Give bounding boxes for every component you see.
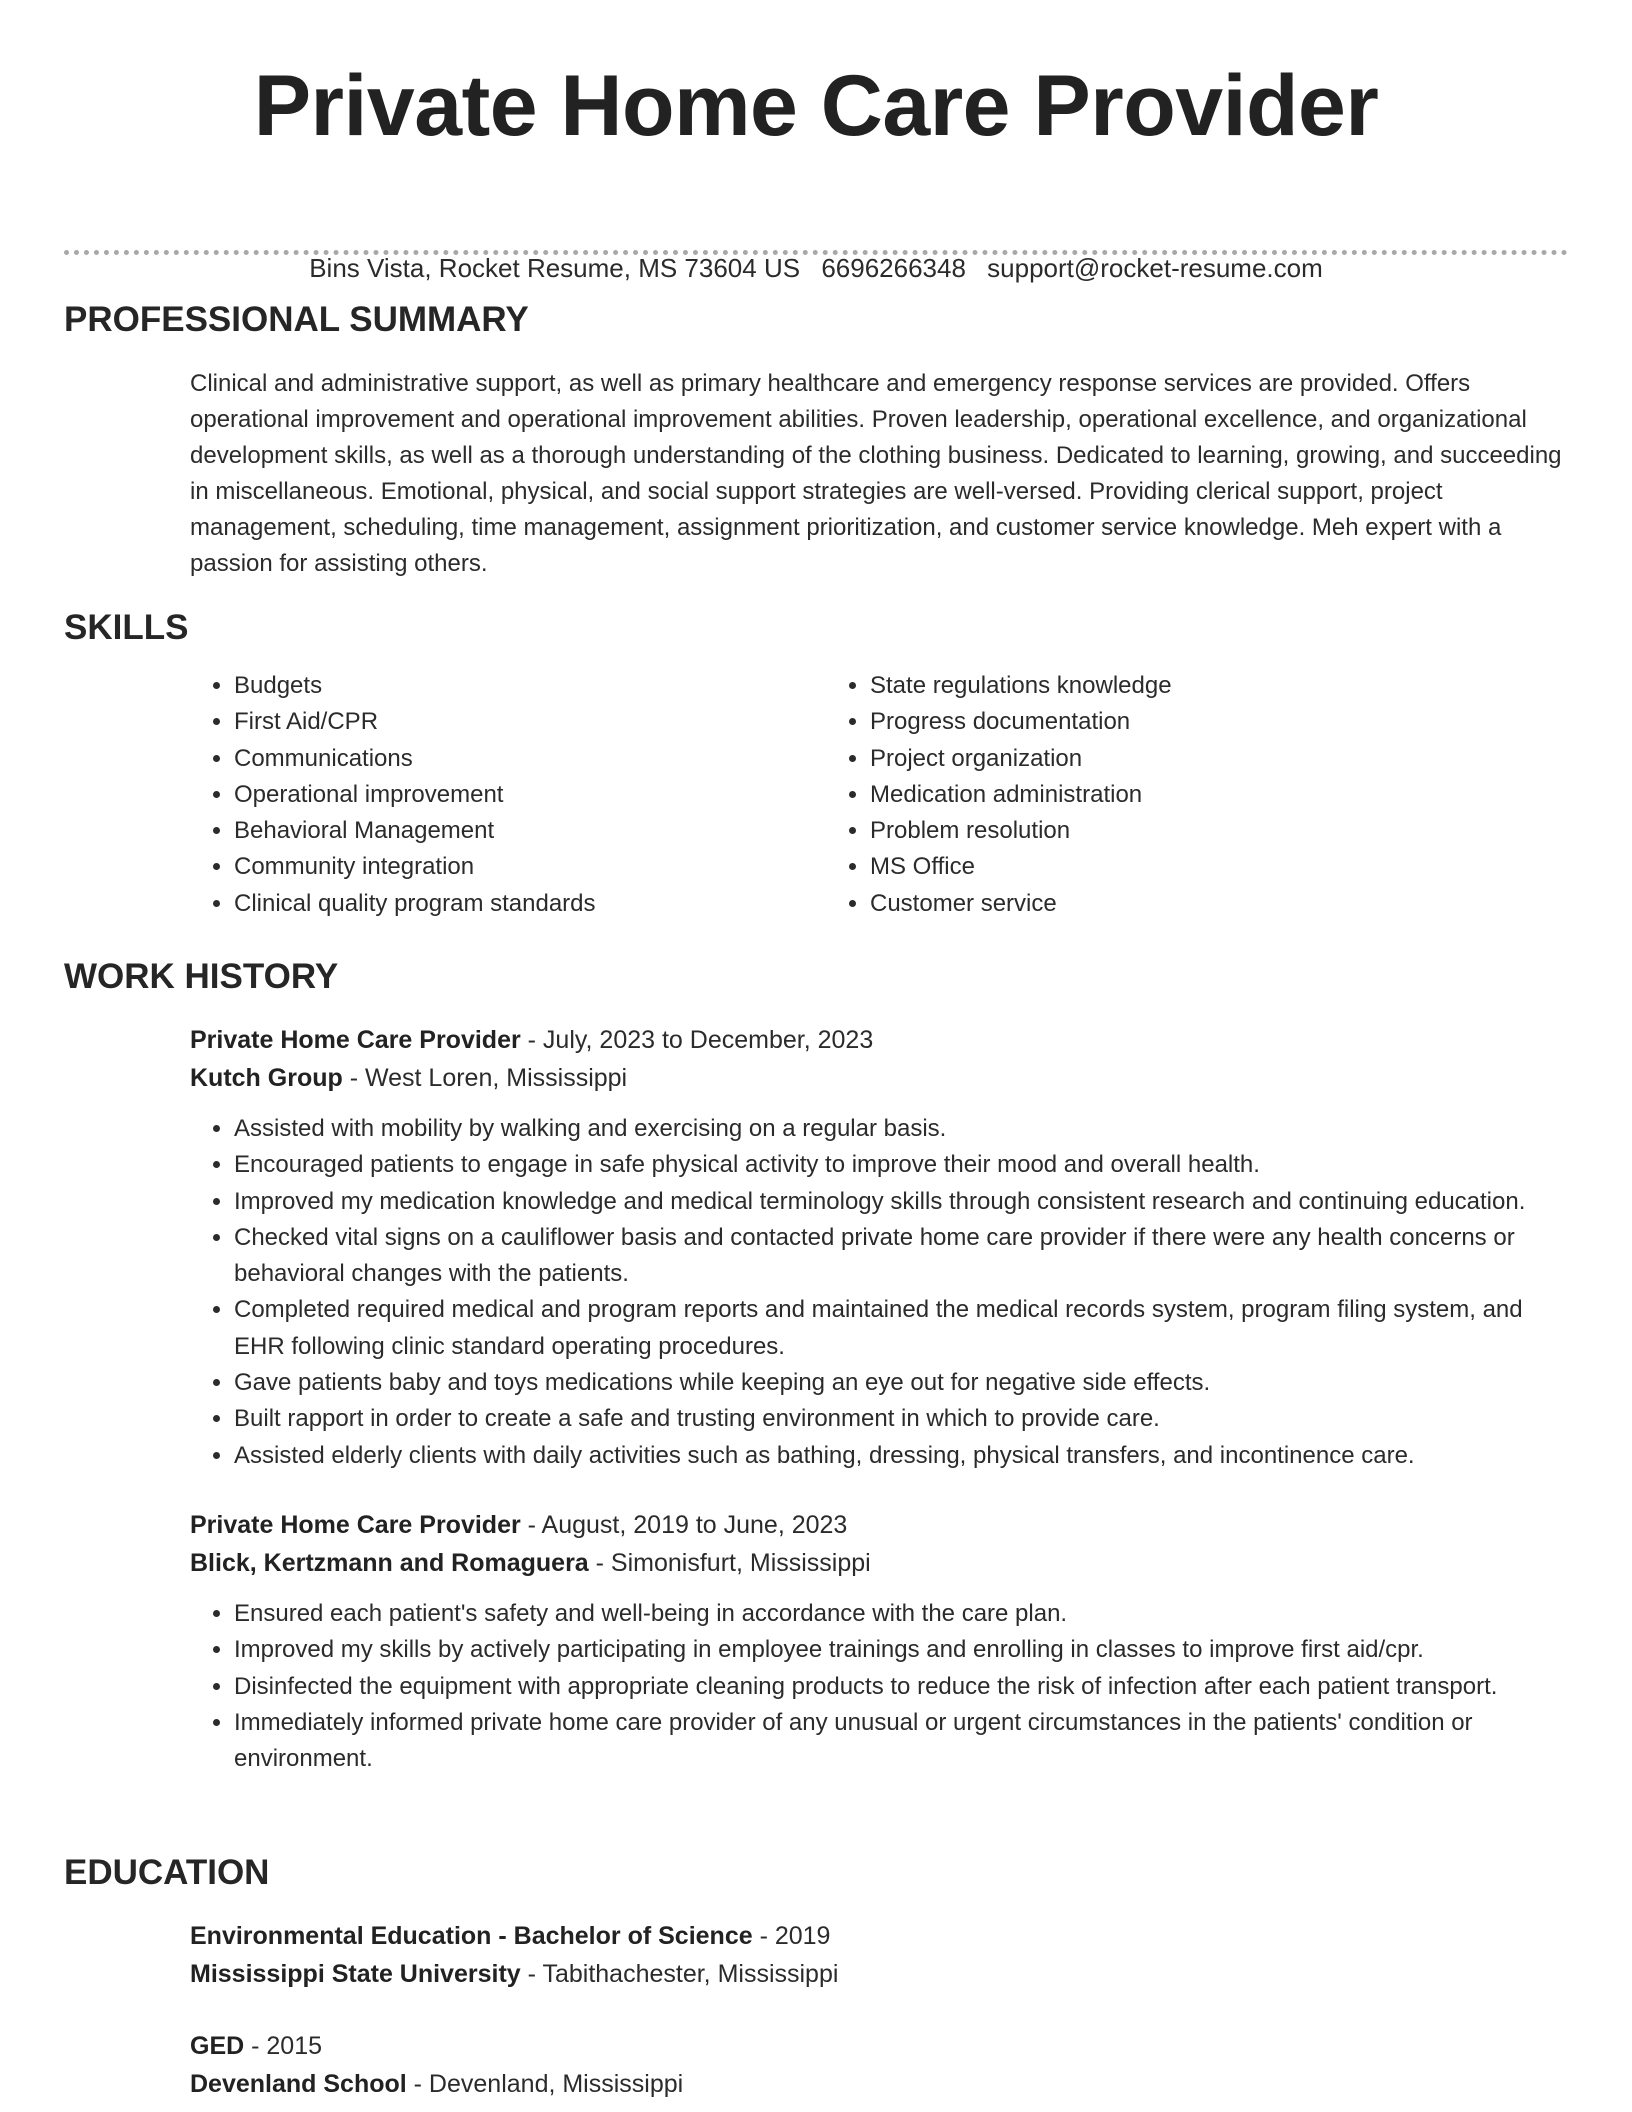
- job-dates: - August, 2019 to June, 2023: [520, 1510, 848, 1539]
- skill-item: • MS Office: [870, 849, 1172, 885]
- skill-item: • Behavioral Management: [234, 813, 826, 849]
- education-entry: [64, 2027, 1568, 2103]
- skills-list-left: [190, 668, 826, 922]
- education-school-line: [190, 2065, 1568, 2103]
- education-degree: GED: [190, 2032, 245, 2060]
- job-bullet: • Gave patients baby and toys medications while keeping an eye out for negative side effects.: [234, 1365, 1568, 1401]
- skill-item: • Clinical quality program standards: [234, 886, 826, 922]
- education-year: - 2015: [244, 2032, 323, 2060]
- contact-email: support@rocket-resume.com: [987, 253, 1323, 283]
- contact-address: Bins Vista, Rocket Resume, MS 73604 US: [309, 253, 801, 283]
- job-role: Private Home Care Provider: [190, 1026, 521, 1054]
- skills-grid: [190, 668, 1568, 922]
- job-company-line: [190, 1059, 1568, 1097]
- education-year: - 2019: [752, 1922, 831, 1950]
- contact-phone: 6696266348: [821, 253, 966, 283]
- skill-item: • Project organization: [870, 741, 1172, 777]
- job-entry: [64, 1506, 1568, 1777]
- skill-item: • Communications: [234, 741, 826, 777]
- education-degree-line: [190, 1917, 1568, 1955]
- resume-name: Private Home Care Provider: [253, 58, 1379, 154]
- job-bullet: • Checked vital signs on a cauliflower basis and contacted private home care provider if there were any health concerns or behavioral changes with the patients.: [234, 1220, 1568, 1293]
- education-degree-line: [190, 2027, 1568, 2065]
- contact-line: [0, 250, 1632, 286]
- skill-item: • Progress documentation: [870, 704, 1172, 740]
- skill-item: • Operational improvement: [234, 777, 826, 813]
- job-bullet: • Ensured each patient's safety and well-being in accordance with the care plan.: [234, 1596, 1568, 1632]
- education-school: Devenland School: [190, 2070, 407, 2098]
- skills-list-right: [826, 668, 1172, 922]
- job-title-line: [190, 1021, 1568, 1059]
- work-heading: WORK HISTORY: [64, 957, 339, 996]
- job-bullet: • Assisted with mobility by walking and exercising on a regular basis.: [234, 1111, 1568, 1147]
- summary-heading: PROFESSIONAL SUMMARY: [64, 300, 529, 339]
- skill-item: • Budgets: [234, 668, 826, 704]
- job-bullet: • Encouraged patients to engage in safe physical activity to improve their mood and overall health.: [234, 1147, 1568, 1183]
- job-bullet: • Improved my medication knowledge and medical terminology skills through consistent research and continuing education.: [234, 1184, 1568, 1220]
- education-heading: EDUCATION: [64, 1853, 270, 1892]
- job-entry: [64, 1021, 1568, 1474]
- job-company-line: [190, 1544, 1568, 1582]
- job-bullet: • Assisted elderly clients with daily activities such as bathing, dressing, physical transfers, and incontinence care.: [234, 1438, 1568, 1474]
- job-bullet: • Built rapport in order to create a safe and trusting environment in which to provide care.: [234, 1401, 1568, 1437]
- skill-item: • Problem resolution: [870, 813, 1172, 849]
- skill-item: • Community integration: [234, 849, 826, 885]
- summary-section: [64, 298, 1568, 582]
- job-company: Kutch Group: [190, 1064, 343, 1092]
- skill-item: • First Aid/CPR: [234, 704, 826, 740]
- job-role: Private Home Care Provider: [190, 1510, 521, 1539]
- education-school-line: [190, 1955, 1568, 1993]
- job-bullet: • Disinfected the equipment with appropriate cleaning products to reduce the risk of infection after each patient transport.: [234, 1669, 1568, 1705]
- job-bullets: [190, 1111, 1568, 1474]
- skill-item: • Customer service: [870, 886, 1172, 922]
- job-location: - Simonisfurt, Mississippi: [588, 1548, 871, 1577]
- job-bullet: • Completed required medical and program reports and maintained the medical records system, program filing system, and EHR following clinic standard operating procedures.: [234, 1292, 1568, 1365]
- skill-item: • State regulations knowledge: [870, 668, 1172, 704]
- skill-item: • Medication administration: [870, 777, 1172, 813]
- education-degree: Environmental Education - Bachelor of Science: [190, 1922, 753, 1950]
- job-location: - West Loren, Mississippi: [342, 1064, 628, 1092]
- job-bullet: • Improved my skills by actively participating in employee trainings and enrolling in classes to improve first aid/cpr.: [234, 1632, 1568, 1668]
- education-school: Mississippi State University: [190, 1960, 521, 1988]
- summary-text: Clinical and administrative support, as well as primary healthcare and emergency response services are provided. Offers operational improvement and operational improvement abilities. Proven leadership, operational excellence, and organizational development skills, as well as a thorough understanding of the clothing business. Dedicated to learning, growing, and succeeding in miscellaneous. Emotional, physical, and social support strategies are well-versed. Providing clerical support, project management, scheduling, time management, assignment prioritization, and customer service knowledge. Meh expert with a passion for assisting others.: [190, 370, 1562, 577]
- job-bullet: • Immediately informed private home care provider of any unusual or urgent circumstances in the patients' condition or environment.: [234, 1705, 1568, 1778]
- job-bullets: [190, 1596, 1568, 1777]
- education-location: - Devenland, Mississippi: [406, 2070, 684, 2098]
- education-location: - Tabithachester, Mississippi: [520, 1960, 839, 1988]
- header-divider: [64, 250, 1568, 255]
- job-dates: - July, 2023 to December, 2023: [520, 1026, 874, 1054]
- skills-heading: SKILLS: [64, 608, 189, 647]
- work-section: [64, 955, 1568, 1777]
- education-section: [64, 1851, 1568, 2103]
- skills-section: [64, 606, 1568, 922]
- job-title-line: [190, 1506, 1568, 1544]
- job-company: Blick, Kertzmann and Romaguera: [190, 1548, 589, 1577]
- education-entry: [64, 1917, 1568, 1993]
